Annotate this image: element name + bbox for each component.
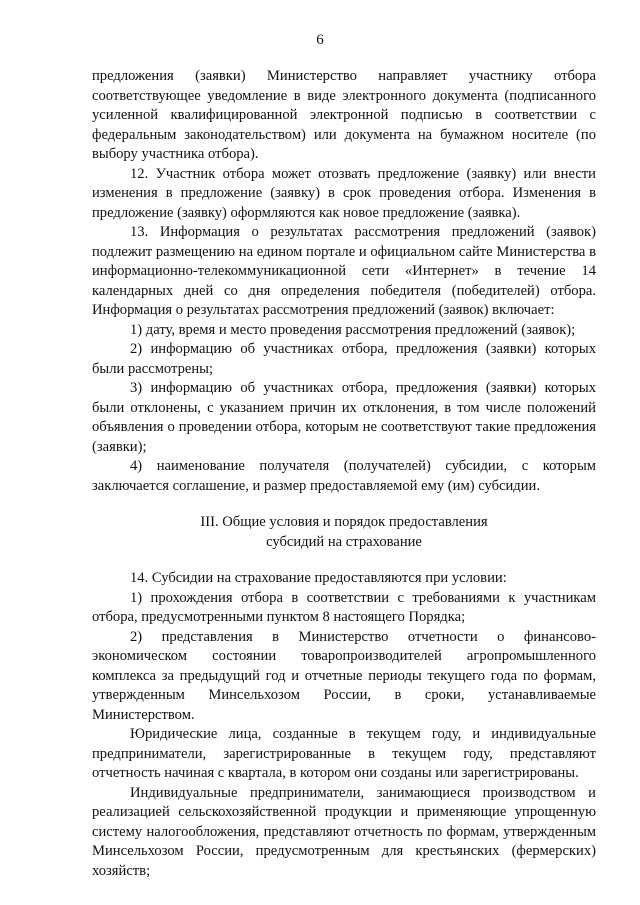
section-heading-line-2: субсидий на страхование bbox=[266, 533, 422, 550]
list-item-14-2: 2) представления в Министерство отчетности о финансово-экономическом состоянии товаропроизводителей агропромышленного комплекса за предыдущий год и отчетные периоды текущего года по формам, утвержденным Минсельхозом России, в сроки, устанавливаемые Министерством. bbox=[92, 628, 596, 723]
paragraph-legal-entities: Юридические лица, созданные в текущем году, и индивидуальные предприниматели, зарегистрированные в текущем году, представляют отчетность начиная с квартала, в котором они созданы или зарегистрированы. bbox=[92, 726, 596, 781]
list-item-13-2: 2) информацию об участниках отбора, предложения (заявки) которых были рассмотрены; bbox=[92, 341, 596, 377]
section-heading-line-1: III. Общие условия и порядок предоставления bbox=[200, 514, 488, 530]
paragraph-individual-entrepreneurs: Индивидуальные предприниматели, занимающиеся производством и реализацией сельскохозяйственной продукции и применяющие упрощенную систему налогообложения, представляют отчетность по формам, утвержденным Минсельхозом России, предусмотренным для крестьянских (фермерских) хозяйств; bbox=[92, 784, 596, 879]
spacer bbox=[92, 552, 596, 569]
spacer bbox=[92, 496, 596, 513]
list-item-13-1: 1) дату, время и место проведения рассмотрения предложений (заявок); bbox=[130, 321, 576, 338]
list-item-13-3: 3) информацию об участниках отбора, предложения (заявки) которых были отклонены, с указанием причин их отклонения, в том числе положений объявления о проведении отбора, которым не соответствуют такие предложения (заявки); bbox=[92, 380, 596, 455]
list-item-14-1: 1) прохождения отбора в соответствии с требованиями к участникам отбора, предусмотренными пунктом 8 настоящего Порядка; bbox=[92, 589, 596, 625]
list-item-13-4: 4) наименование получателя (получателей) субсидии, с которым заключается соглашение, и размер предоставляемой ему (им) субсидии. bbox=[92, 458, 596, 494]
paragraph-12: 12. Участник отбора может отозвать предложение (заявку) или внести изменения в предложение (заявку) в срок проведения отбора. Изменения в предложение (заявку) оформляются как новое предложение (заявка). bbox=[92, 165, 596, 221]
page-number: 6 bbox=[316, 32, 324, 48]
paragraph-14: 14. Субсидии на страхование предоставляются при условии: bbox=[130, 570, 507, 586]
paragraph-continuation: предложения (заявки) Министерство направляет участнику отбора соответствующее уведомление в виде электронного документа (подписанного усиленной квалифицированной электронной подписью в соответствии с федеральным законодательством) или документа на бумажном носителе (по выбору участника отбора). bbox=[92, 68, 596, 162]
paragraph-13: 13. Информация о результатах рассмотрения предложений (заявок) подлежит размещению на едином портале и официальном сайте Министерства в информационно-телекоммуникационной сети «Интернет» в течение 14 календарных дней со дня определения победителя (победителей) отбора. Информация о результатах рассмотрения предложений (заявок) включает: bbox=[92, 224, 596, 318]
document-body bbox=[92, 67, 596, 881]
